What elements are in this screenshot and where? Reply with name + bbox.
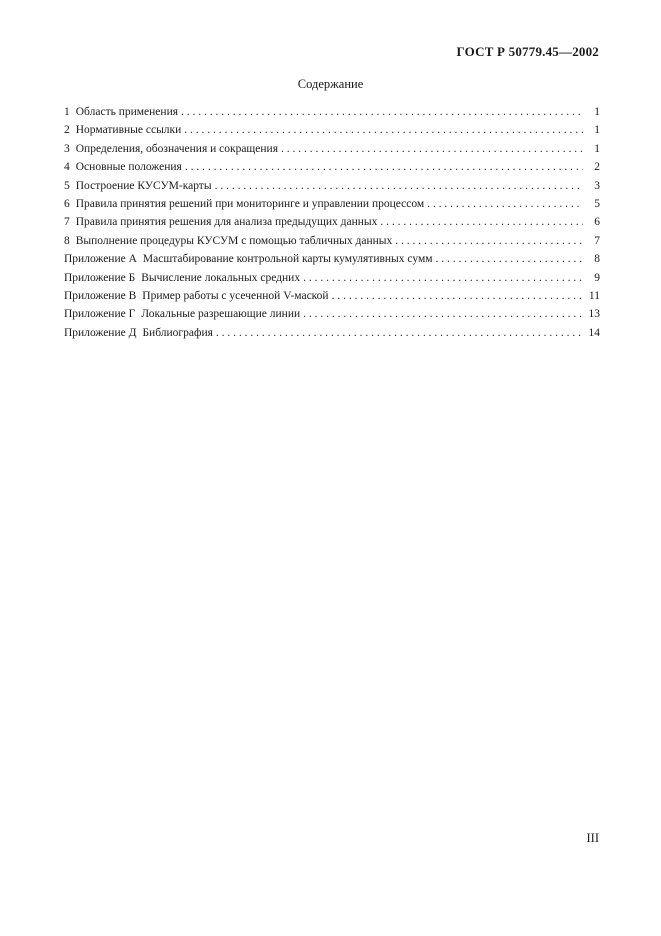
toc-entry-title: Выполнение процедуры КУСУМ с помощью табличных данных xyxy=(75,234,393,247)
toc-entry-page: 6 xyxy=(594,216,600,229)
toc-entry-number: 2 xyxy=(64,124,70,137)
standard-code-header: ГОСТ Р 50779.45—2002 xyxy=(456,44,599,59)
toc-entry-number: Приложение В xyxy=(64,289,137,302)
toc-entry-page: 7 xyxy=(594,234,600,247)
toc-entry-number: 1 xyxy=(64,106,70,118)
toc-entry-title: Определения, обозначения и сокращения xyxy=(75,142,278,155)
toc-dot-leader xyxy=(303,269,583,287)
toc-entry[interactable] xyxy=(64,140,600,158)
toc-entry-page: 1 xyxy=(594,142,600,155)
toc-entry-title: Масштабирование контрольной карты кумулятивных сумм xyxy=(142,253,433,266)
toc-entry-title: Нормативные ссылки xyxy=(75,124,182,137)
toc-dot-leader xyxy=(185,158,583,176)
toc-entry-number: Приложение Д xyxy=(64,326,137,339)
toc-dot-leader xyxy=(436,250,583,268)
toc-title: Содержание xyxy=(297,77,364,91)
toc-dot-leader xyxy=(380,213,583,231)
toc-dot-leader xyxy=(215,177,583,195)
toc-entry-page: 14 xyxy=(588,326,600,339)
toc-entry-page: 8 xyxy=(594,253,600,266)
toc-entry-number: 4 xyxy=(64,161,70,174)
toc-entry[interactable] xyxy=(64,269,600,287)
toc-entry[interactable] xyxy=(64,232,600,250)
toc-entry-title: Правила принятия решения для анализа предыдущих данных xyxy=(75,216,378,229)
toc-entry-number: 7 xyxy=(64,216,70,229)
toc-entry[interactable] xyxy=(64,121,600,139)
toc-entry[interactable] xyxy=(64,158,600,176)
toc-entry-title: Локальные разрешающие линии xyxy=(141,308,301,321)
toc-entry-page: 1 xyxy=(594,106,600,118)
toc-entry[interactable] xyxy=(64,177,600,195)
toc-entry-page: 3 xyxy=(594,179,600,192)
toc-dot-leader xyxy=(395,232,583,250)
toc-entry-page: 5 xyxy=(594,197,600,210)
toc-entry-number: Приложение А xyxy=(64,253,137,266)
toc-entry-number: 6 xyxy=(64,197,70,210)
toc-entry[interactable] xyxy=(64,250,600,268)
toc-entry-number: 3 xyxy=(64,142,70,155)
toc-entry[interactable] xyxy=(64,103,600,121)
toc-entry-title: Библиография xyxy=(142,326,213,339)
toc-entry-title: Правила принятия решений при мониторинге и управлении процессом xyxy=(75,197,425,210)
toc-entry-title: Вычисление локальных средних xyxy=(141,271,301,284)
toc-entry-page: 13 xyxy=(588,308,600,321)
toc-entry-page: 9 xyxy=(594,271,600,284)
table-of-contents xyxy=(64,103,600,342)
toc-dot-leader xyxy=(281,140,583,158)
toc-entry-page: 11 xyxy=(588,289,600,302)
toc-entry-page: 1 xyxy=(594,124,600,137)
toc-dot-leader xyxy=(181,103,583,121)
toc-dot-leader xyxy=(184,121,583,139)
toc-entry[interactable] xyxy=(64,213,600,231)
toc-entry-number: Приложение Г xyxy=(64,308,136,321)
toc-entry-number: 5 xyxy=(64,179,70,192)
toc-dot-leader xyxy=(332,287,583,305)
toc-entry[interactable] xyxy=(64,305,600,323)
toc-dot-leader xyxy=(216,324,583,342)
toc-entry[interactable] xyxy=(64,324,600,342)
toc-entry[interactable] xyxy=(64,287,600,305)
toc-entry-title: Основные положения xyxy=(75,161,182,174)
toc-entry[interactable] xyxy=(64,195,600,213)
toc-entry-title: Пример работы с усеченной V-маской xyxy=(142,289,329,302)
toc-entry-number: Приложение Б xyxy=(64,271,136,284)
toc-dot-leader xyxy=(303,305,583,323)
page-number: III xyxy=(586,831,599,845)
toc-dot-leader xyxy=(427,195,583,213)
toc-entry-title: Область применения xyxy=(75,106,179,118)
toc-entry-page: 2 xyxy=(594,161,600,174)
toc-entry-number: 8 xyxy=(64,234,70,247)
toc-entry-title: Построение КУСУМ-карты xyxy=(75,179,212,192)
